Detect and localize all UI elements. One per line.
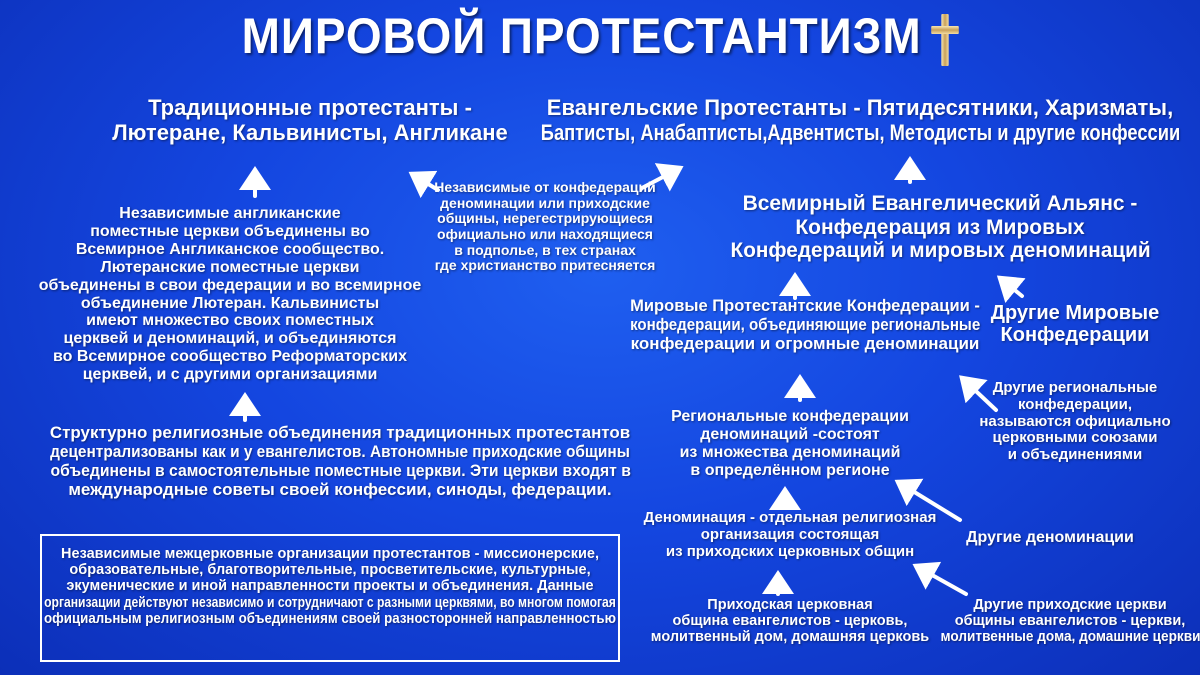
text-line: деноминаций -состоят	[700, 425, 880, 443]
text-line: Традиционные протестанты -	[148, 95, 472, 120]
arrow-indep-to-evangelical	[642, 168, 680, 188]
arrow-other-denom-to-regional	[898, 482, 960, 520]
text-line: община евангелистов - церковь,	[672, 613, 908, 630]
text-line: общины, нерегестрирующиеся	[437, 210, 653, 227]
text-line: Другие деноминации	[966, 529, 1134, 546]
text-line: объединение Лютеран. Кальвинисты	[80, 294, 380, 312]
text-line: молитвенные дома, домашние церкви	[940, 629, 1200, 646]
text-line: Региональные конфедерации	[671, 408, 909, 425]
text-line: Конфедераций и мировых деноминаций	[730, 239, 1151, 263]
text-line: где христианство притесняется	[434, 257, 656, 274]
text-line: децентрализованы как и у евангелистов. Автономные приходские общины	[50, 442, 630, 462]
text-line: церквей, и с другими организациями	[82, 366, 378, 384]
text-line: международные советы своей конфессии, синоды, федерации.	[68, 480, 612, 500]
text-line: церковными союзами	[992, 429, 1158, 447]
text-line: церквей и деноминаций, и объединяются	[63, 330, 397, 348]
text-line: организации действуют независимо и сотрудничают с разными церквями, во многом помогая	[44, 594, 616, 611]
text-line: Другие приходские церкви	[973, 597, 1167, 613]
text-line: поместные церкви объединены во	[90, 222, 370, 240]
text-line: Конфедерация из Мировых	[795, 215, 1085, 239]
text-line: во Всемирное сообщество Реформаторских	[53, 348, 407, 366]
text-line: Другие региональные	[992, 379, 1158, 396]
text-line: официально или находящиеся	[437, 226, 653, 243]
text-line: в подполье, в тех странах	[454, 241, 636, 258]
text-line: Приходская церковная	[707, 597, 873, 613]
text-line: имеют множество своих поместных	[86, 312, 374, 330]
text-line: образовательные, благотворительные, просветительские, культурные,	[69, 562, 591, 579]
text-line: Баптисты, Анабаптисты,Адвентисты, Методисты и другие конфессии	[540, 119, 1180, 145]
text-line: Лютеранские поместные церкви	[100, 258, 360, 276]
text-line: деноминации или приходские	[440, 194, 650, 211]
text-line: экуменические и иной направленности проекты и объединения. Данные	[66, 578, 594, 595]
text-line: Конфедерации	[1000, 324, 1150, 347]
text-line: Структурно религиозные объединения традиционных протестантов	[49, 423, 631, 442]
text-line: из приходских церковных общин	[665, 542, 915, 560]
text-line: Евангельские Протестанты - Пятидесятники, Харизматы,	[546, 95, 1174, 120]
text-line: конфедерации,	[1017, 395, 1132, 413]
text-line: Независимые англиканские	[119, 205, 341, 222]
arrow-other-parish-to-denom	[916, 566, 966, 594]
text-line: и объединениями	[1007, 446, 1143, 464]
text-line: из множества деноминаций	[679, 443, 901, 461]
text-line: конфедерации и огромные деноминации	[630, 334, 980, 354]
text-line: официальным религиозным объединениям своей разносторонней направленностью	[44, 610, 616, 627]
text-line: объединены в свои федерации и во всемирное	[38, 276, 422, 294]
text-line: Независимые межцерковные организации протестантов - миссионерские,	[61, 546, 599, 562]
text-line: Лютеране, Кальвинисты, Англикане	[112, 119, 508, 145]
text-line: Всемирное Англиканское сообщество.	[75, 240, 385, 258]
text-line: называются официально	[979, 412, 1171, 430]
text-line: объединены в самостоятельные поместные церкви. Эти церкви входят в	[50, 461, 631, 481]
text-line: конфедерации, объединяющие региональные	[630, 315, 981, 335]
text-line: Всемирный Евангелический Альянс -	[742, 192, 1138, 215]
text-line: организация состоящая	[700, 525, 880, 543]
text-line: Мировые Протестантские Конфедерации -	[630, 296, 980, 315]
text-line: молитвенный дом, домашняя церковь	[650, 629, 930, 646]
text-line: в определённом регионе	[690, 461, 890, 479]
arrow-other-regional-to-world	[962, 378, 996, 410]
arrow-indep-to-traditional	[412, 174, 438, 190]
text-line: Деноминация - отдельная религиозная	[643, 509, 937, 526]
text-line: Независимые от конфедераций	[434, 179, 656, 195]
arrow-other-world-to-alliance	[1000, 278, 1022, 296]
text-line: общины евангелистов - церкви,	[954, 613, 1186, 630]
title-text: МИРОВОЙ ПРОТЕСТАНТИЗМ	[241, 8, 922, 64]
text-line: Другие Мировые	[990, 302, 1160, 324]
